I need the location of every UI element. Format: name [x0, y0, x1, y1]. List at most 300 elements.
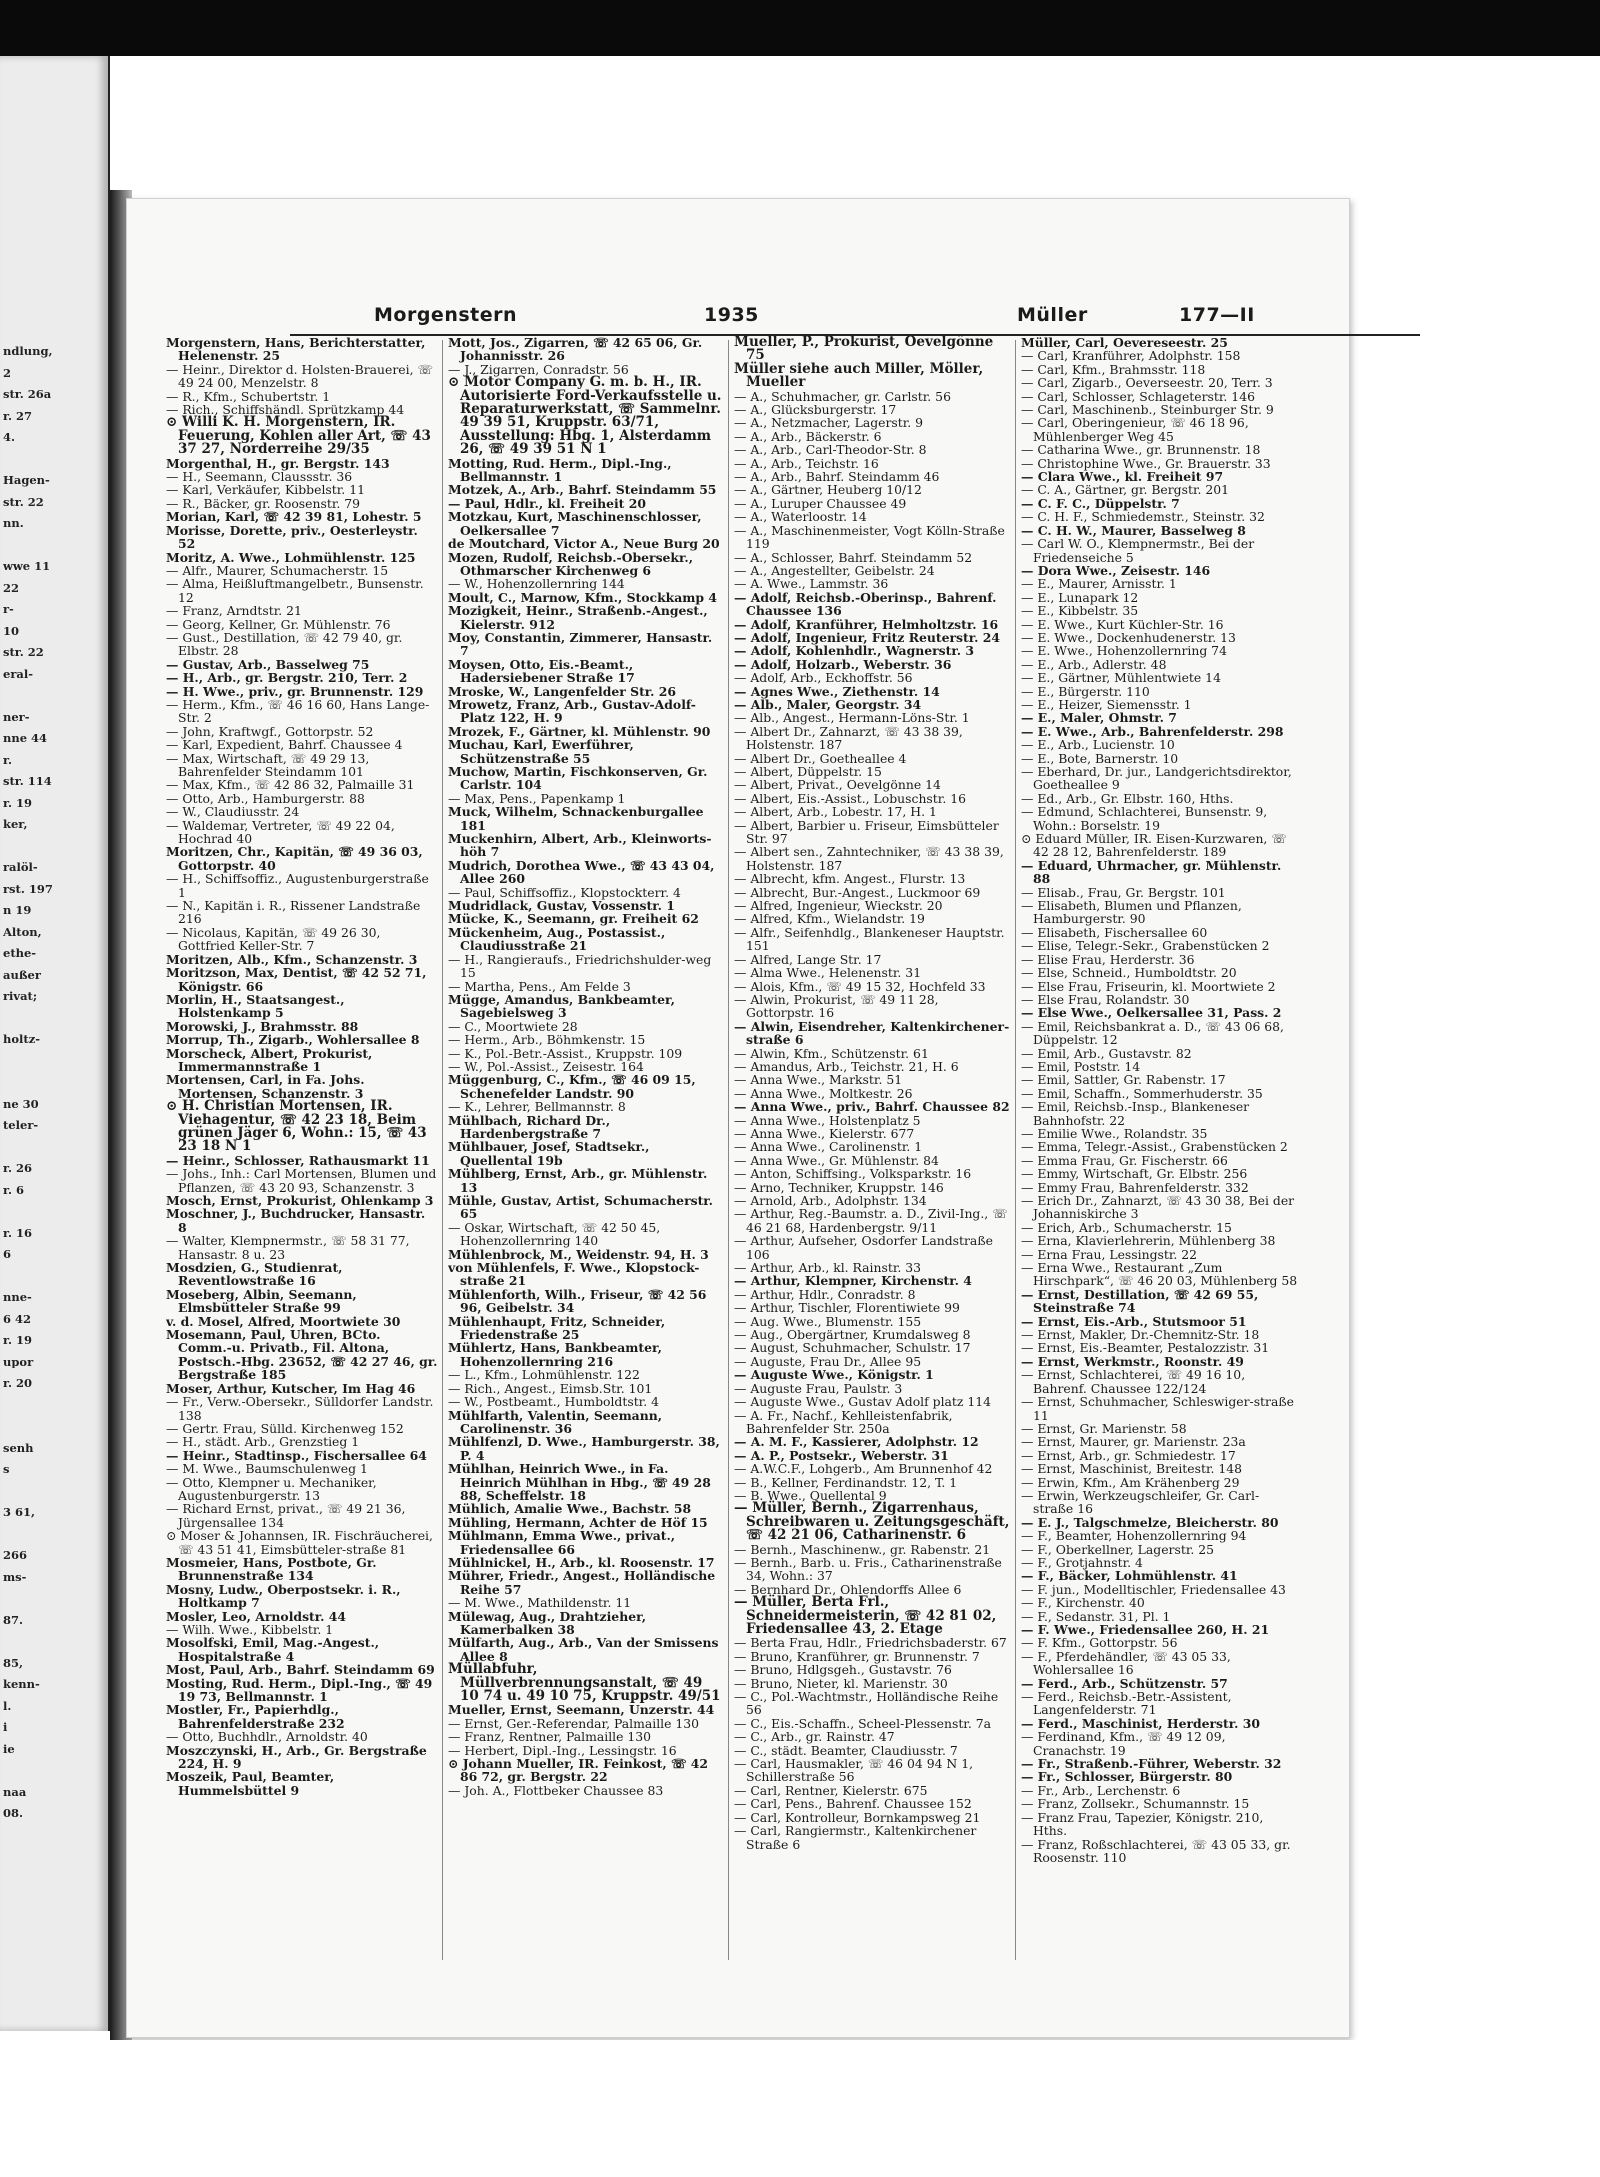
directory-entry: — Adolf, Holzarb., Weberstr. 36 [734, 656, 952, 672]
directory-entry: — C., Arb., gr. Rainstr. 47 [734, 1729, 895, 1745]
directory-entry: — E. Wwe., Kurt Küchler-Str. 16 [1021, 616, 1224, 632]
left-page-text-fragment: teler- [3, 1120, 39, 1132]
directory-entry: — Ferd., Reichsb.-Betr.-Assistent, Langenfelderstr. 71 [1021, 1689, 1232, 1718]
directory-entry: — M. Wwe., Mathildenstr. 11 [448, 1595, 632, 1611]
directory-entry: — Karl, Verkäufer, Kibbelstr. 11 [166, 482, 365, 498]
directory-entry: — F., Grotjahnstr. 4 [1021, 1554, 1143, 1570]
directory-entry: — Erwin, Kfm., Am Krähenberg 29 [1021, 1474, 1240, 1490]
directory-entry: — Herm., Arb., Böhmkenstr. 15 [448, 1032, 646, 1048]
directory-entry: Mudrich, Dorothea Wwe., ☏ 43 43 04, Allee 260 [448, 857, 715, 887]
directory-entry: — Eberhard, Dr. jur., Landgerichtsdirektor, Goetheallee 9 [1021, 764, 1292, 793]
directory-entry: — F., Beamter, Hohenzollernring 94 [1021, 1528, 1247, 1544]
directory-entry: — H., Schiffsoffiz., Augustenburgerstraße 1 [166, 871, 429, 900]
directory-entry: — Emma, Telegr.-Assist., Grabenstücken 2 [1021, 1139, 1288, 1155]
directory-entry: Mueller, P., Prokurist, Oevelgönne 75 [734, 336, 994, 364]
directory-entry: — Auguste Wwe., Gustav Adolf platz 114 [734, 1394, 992, 1410]
directory-entry: — Heinr., Stadtinsp., Fischersallee 64 [166, 1447, 427, 1463]
directory-entry: ⊙ Johann Mueller, IR. Feinkost, ☏ 42 86 72, gr. Bergstr. 22 [448, 1756, 709, 1785]
scan-bottom-margin [0, 2040, 1600, 2177]
directory-entry: — Ferd., Arb., Schützenstr. 57 [1021, 1675, 1228, 1691]
directory-entry: — J., Zigarren, Conradstr. 56 [448, 361, 629, 377]
directory-entry: — Auguste Wwe., Königstr. 1 [734, 1367, 934, 1383]
directory-entry: — Emilie Wwe., Rolandstr. 35 [1021, 1125, 1208, 1141]
directory-entry: Morowski, J., Brahmsstr. 88 [166, 1018, 359, 1034]
left-page-text-fragment: eral- [3, 668, 33, 680]
directory-entry: — Catharina Wwe., gr. Brunnenstr. 18 [1021, 442, 1261, 458]
directory-entry: — John, Kraftwgf., Gottorpstr. 52 [166, 723, 374, 739]
directory-entry: Moszczynski, H., Arb., Gr. Bergstraße 224, H. 9 [166, 1742, 427, 1772]
directory-entry: — Ferdinand, Kfm., ☏ 49 12 09, Cranachstr. 19 [1021, 1729, 1226, 1758]
directory-entry: — Richard Ernst, privat., ☏ 49 21 36, Jürgensallee 134 [166, 1501, 406, 1530]
left-page-text-fragment: 266 [3, 1550, 28, 1562]
directory-entry: Mueller, Ernst, Seemann, Unzerstr. 44 [448, 1702, 715, 1718]
directory-entry: — Anna Wwe., Holstenplatz 5 [734, 1112, 921, 1128]
directory-entry: — H. Wwe., priv., gr. Brunnenstr. 129 [166, 683, 424, 699]
directory-entry: — E., Arb., Adlerstr. 48 [1021, 656, 1167, 672]
directory-entry: Mott, Jos., Zigarren, ☏ 42 65 06, Gr. Johannisstr. 26 [448, 336, 703, 364]
directory-entry: — Carl, Hausmakler, ☏ 46 04 94 N 1, Schillerstraße 56 [734, 1756, 974, 1785]
directory-entry: — Else, Schneid., Humboldtstr. 20 [1021, 965, 1237, 981]
left-page-text-fragment: senh [3, 1442, 34, 1454]
directory-entry: — R., Bäcker, gr. Roosenstr. 79 [166, 495, 361, 511]
directory-entry: — E., Bürgerstr. 110 [1021, 683, 1150, 699]
directory-entry: — Else Frau, Friseurin, kl. Moortwiete 2 [1021, 978, 1276, 994]
directory-entry: — Franz, Arndtstr. 21 [166, 603, 302, 619]
directory-entry: — Joh. A., Flottbeker Chaussee 83 [448, 1782, 664, 1798]
directory-entry: Mosemann, Paul, Uhren, BCto. Comm.-u. Privatb., Fil. Altona, Postsch.-Hbg. 23652, ☏ 42 27 46, gr. Bergstraße 185 [166, 1327, 438, 1383]
directory-entry: Mühlfenzl, D. Wwe., Hamburgerstr. 38, P. 4 [448, 1434, 720, 1463]
directory-entry: — Arthur, Aufseher, Osdorfer Landstraße 106 [734, 1233, 993, 1262]
directory-entry: — E., Maurer, Arnisstr. 1 [1021, 576, 1177, 592]
directory-entry: ⊙ H. Christian Mortensen, IR. Viehagentur, ☏ 42 23 18, Beim grünen Jäger 6, Wohn.: 15, ☏ 43 23 18 N 1 [166, 1098, 427, 1155]
directory-entry: — H., städt. Arb., Grenzstieg 1 [166, 1434, 360, 1450]
directory-entry: — F., Kirchenstr. 40 [1021, 1595, 1145, 1611]
directory-entry: — Adolf, Reichsb.-Oberinsp., Bahrenf. Chaussee 136 [734, 589, 997, 619]
directory-entry: — Albert Dr., Goetheallee 4 [734, 750, 907, 766]
directory-entry: — Franz Frau, Tapezier, Königstr. 210, Hths. [1021, 1809, 1264, 1839]
directory-entry: Mosler, Leo, Arnoldstr. 44 [166, 1608, 347, 1624]
directory-entry: Müller siehe auch Miller, Möller, Mueller [734, 360, 984, 391]
directory-entry: — F., Pferdehändler, ☏ 43 05 33, Wohlersallee 16 [1021, 1648, 1231, 1678]
directory-entry: — Carl, Rangiermstr., Kaltenkirchener Straße 6 [734, 1823, 977, 1852]
directory-entry: — Fr., Straßenb.-Führer, Weberstr. 32 [1021, 1756, 1282, 1772]
left-page-text-fragment: Hagen- [3, 475, 50, 487]
directory-entry: — Albrecht, Bur.-Angest., Luckmoor 69 [734, 884, 981, 900]
directory-entry: ⊙ Moser & Johannsen, IR. Fischräucherei, ☏ 43 51 41, Eimsbütteler-straße 81 [166, 1528, 433, 1557]
directory-entry: Mühlenbrock, M., Weidenstr. 94, H. 3 [448, 1246, 709, 1262]
directory-entry: — Heinr., Direktor d. Holsten-Brauerei, ☏ 49 24 00, Menzelstr. 8 [166, 361, 433, 391]
directory-entry: — Alfr., Seifenhdlg., Blankeneser Hauptstr. 151 [734, 924, 1005, 954]
directory-entry: — Müller, Berta Frl., Schneidermeisterin, ☏ 42 81 02, Friedensallee 43, 2. Etage [734, 1594, 997, 1637]
directory-entry: — Carl, Kontrolleur, Bornkampsweg 21 [734, 1809, 981, 1825]
directory-entry: Motzkau, Kurt, Maschinenschlosser, Oelkersallee 7 [448, 509, 702, 538]
directory-entry: Motzek, A., Arb., Bahrf. Steindamm 55 [448, 482, 717, 498]
left-page-text-fragment: kenn- [3, 1679, 40, 1691]
directory-entry: — F. Kfm., Gottorpstr. 56 [1021, 1635, 1178, 1651]
directory-entry: — Alfred, Kfm., Wielandstr. 19 [734, 911, 925, 927]
directory-entry: — Ernst, Werkmstr., Roonstr. 49 [1021, 1353, 1244, 1369]
directory-entry: Morisse, Dorette, priv., Oesterleystr. 52 [166, 522, 418, 552]
directory-entry: — Erna Wwe., Restaurant „Zum Hirschpark“, ☏ 46 20 03, Mühlenberg 58 [1021, 1260, 1298, 1289]
directory-entry: — C., Eis.-Schaffn., Scheel-Plessenstr. 7a [734, 1715, 992, 1731]
directory-entry: — A., Arb., Bahrf. Steindamm 46 [734, 469, 940, 485]
left-page-text-fragment: 4. [3, 432, 16, 444]
directory-entry: — Alfr., Maurer, Schumacherstr. 15 [166, 562, 389, 578]
left-page-text-fragment: 3 61, [3, 1507, 36, 1519]
directory-entry: — C. F. C., Düppelstr. 7 [1021, 495, 1180, 511]
directory-entry: — Max, Wirtschaft, ☏ 49 29 13, Bahrenfelder Steindamm 101 [166, 750, 370, 779]
directory-entry: — Auguste Frau, Paulstr. 3 [734, 1380, 903, 1396]
directory-entry: — Ferd., Maschinist, Herderstr. 30 [1021, 1715, 1261, 1731]
directory-entry: Morlin, H., Staatsangest., Holstenkamp 5 [166, 991, 345, 1021]
directory-entry: — Alwin, Eisendreher, Kaltenkirchener-straße 6 [734, 1018, 1010, 1048]
left-page-text-fragment: 85, [3, 1657, 24, 1669]
directory-entry: — Erich Dr., Zahnarzt, ☏ 43 30 38, Bei der Johanniskirche 3 [1021, 1193, 1295, 1222]
directory-entry: — Franz, Roßschlachterei, ☏ 43 05 33, gr. Roosenstr. 110 [1021, 1836, 1291, 1865]
directory-entry: Muckenhirn, Albert, Arb., Kleinworts-höh 7 [448, 831, 712, 860]
directory-entry: — E. J., Talgschmelze, Bleicherstr. 80 [1021, 1514, 1279, 1530]
directory-entry: Morscheck, Albert, Prokurist, Immermannstraße 1 [166, 1045, 373, 1074]
directory-entry: — Berta Frau, Hdlr., Friedrichsbaderstr. 67 [734, 1635, 1007, 1651]
column-separator [442, 340, 443, 1960]
directory-entry: Mühlmann, Emma Wwe., privat., Friedensallee 66 [448, 1528, 676, 1557]
directory-entry: — Carl, Oberingenieur, ☏ 46 18 96, Mühlenberger Weg 45 [1021, 415, 1249, 444]
directory-entry: — Ed., Arb., Gr. Elbstr. 160, Hths. [1021, 790, 1234, 806]
directory-column-3 [734, 336, 1010, 2036]
directory-entry: Moritzen, Chr., Kapitän, ☏ 49 36 03, Gottorpstr. 40 [166, 844, 423, 873]
directory-entry: — Elisab., Frau, Gr. Bergstr. 101 [1021, 884, 1226, 900]
directory-entry: — Else Frau, Rolandstr. 30 [1021, 991, 1190, 1007]
directory-entry: — Albert, Barbier u. Friseur, Eimsbütteler Str. 97 [734, 817, 999, 847]
directory-entry: — Anton, Schiffsing., Volksparkstr. 16 [734, 1166, 972, 1182]
directory-entry: — Elise, Telegr.-Sekr., Grabenstücken 2 [1021, 938, 1270, 954]
directory-entry: — H., Seemann, Claussstr. 36 [166, 469, 353, 485]
directory-entry: — Ernst, Eis.-Beamter, Pestalozzistr. 31 [1021, 1340, 1270, 1356]
directory-entry: — Ernst, Schlachterei, ☏ 49 16 10, Bahrenf. Chaussee 122/124 [1021, 1367, 1246, 1396]
directory-entry: — F. Wwe., Friedensallee 260, H. 21 [1021, 1622, 1270, 1637]
directory-entry: — W., Postbeamt., Humboldtstr. 4 [448, 1394, 660, 1410]
directory-entry: — A., Arb., Teichstr. 16 [734, 455, 879, 471]
directory-entry: — Erich, Arb., Schumacherstr. 15 [1021, 1219, 1232, 1235]
directory-entry: — Carl, Kranführer, Adolphstr. 158 [1021, 348, 1241, 364]
directory-entry: Mühlhan, Heinrich Wwe., in Fa. Heinrich Mühlhan in Hbg., ☏ 49 28 88, Scheffelstr. 18 [448, 1461, 711, 1503]
directory-entry: Müller, Carl, Oevereseestr. 25 [1021, 336, 1228, 350]
directory-entry: — Alwin, Kfm., Schützenstr. 61 [734, 1045, 929, 1061]
directory-entry: Mülewag, Aug., Drahtzieher, Kamerbalken 38 [448, 1608, 647, 1637]
directory-entry: — Carl, Schlosser, Schlageterstr. 146 [1021, 388, 1255, 404]
directory-entry: — Rich., Angest., Eimsb.Str. 101 [448, 1380, 653, 1396]
left-page-text-fragment: upor [3, 1356, 34, 1368]
directory-entry: — Herbert, Dipl.-Ing., Lessingstr. 16 [448, 1742, 677, 1758]
directory-entry: Mückenheim, Aug., Postassist., Claudiusstraße 21 [448, 924, 666, 954]
directory-entry: — K., Lehrer, Bellmannstr. 8 [448, 1099, 626, 1115]
directory-entry: — Heinr., Schlosser, Rathausmarkt 11 [166, 1152, 430, 1168]
directory-entry: ⊙ Willi K. H. Morgenstern, IR. Feuerung, Kohlen aller Art, ☏ 43 37 27, Norderreihe 29/35 [166, 414, 431, 458]
directory-entry: Moult, C., Marnow, Kfm., Stockkamp 4 [448, 589, 717, 605]
left-page-text-fragment: str. 114 [3, 776, 52, 788]
directory-entry: — Elisabeth, Blumen und Pflanzen, Hamburgerstr. 90 [1021, 898, 1242, 927]
directory-entry: — Eduard, Uhrmacher, gr. Mühlenstr. 88 [1021, 857, 1282, 887]
directory-entry: — E. Wwe., Hohenzollernring 74 [1021, 643, 1227, 659]
left-page-text-fragment: ker, [3, 819, 28, 831]
directory-entry: Mroske, W., Langenfelder Str. 26 [448, 683, 677, 699]
left-page-text-fragment: wwe 11 [3, 561, 51, 573]
directory-entry: — Emma Frau, Gr. Fischerstr. 66 [1021, 1152, 1228, 1168]
directory-entry: — Alb., Maler, Georgstr. 34 [734, 696, 922, 712]
directory-entry: — Ernst, Gr. Marienstr. 58 [1021, 1420, 1187, 1436]
directory-entry: ⊙ Motor Company G. m. b. H., IR. Autorisierte Ford-Verkaufsstelle u. Reparaturwerkstatt, ☏ Sammelnr. 49 39 51, Kruppstr. 63/71, Ausstellung: Hbg. 1, Alsterdamm 26, ☏ 49 39 51 N 1 [448, 374, 722, 458]
directory-entry: — F. jun., Modelltischler, Friedensallee 43 [1021, 1581, 1286, 1597]
directory-entry: — A., Schlosser, Bahrf. Steindamm 52 [734, 549, 973, 565]
directory-entry: Moseberg, Albin, Seemann, Elmsbütteler Straße 99 [166, 1286, 357, 1316]
directory-entry: — N., Kapitän i. R., Rissener Landstraße 216 [166, 898, 421, 927]
left-page-text-fragment: r. 26 [3, 1163, 33, 1175]
directory-entry: — A. M. F., Kassierer, Adolphstr. 12 [734, 1434, 979, 1450]
directory-entry: — Adolf, Kohlenhdlr., Wagnerstr. 3 [734, 643, 975, 659]
directory-entry: — A., Arb., Bäckerstr. 6 [734, 428, 882, 444]
directory-entry: Mühling, Hermann, Achter de Höf 15 [448, 1514, 708, 1530]
directory-entry: — Alb., Angest., Hermann-Löns-Str. 1 [734, 710, 970, 726]
directory-entry: — Alwin, Prokurist, ☏ 49 11 28, Gottorpstr. 16 [734, 991, 939, 1021]
left-page-text-fragment: Alton, [3, 926, 42, 938]
directory-entry: — Anna Wwe., priv., Bahrf. Chaussee 82 [734, 1099, 1010, 1115]
directory-entry: — A. P., Postsekr., Weberstr. 31 [734, 1447, 949, 1463]
left-page-text-fragment: r. 19 [3, 1335, 33, 1347]
directory-entry: — F., Oberkellner, Lagerstr. 25 [1021, 1541, 1215, 1557]
directory-entry: — E., Bote, Barnerstr. 10 [1021, 750, 1179, 766]
directory-entry: — W., Hohenzollernring 144 [448, 576, 625, 592]
directory-entry: Morgenstern, Hans, Berichterstatter, Helenenstr. 25 [166, 336, 426, 364]
directory-entry: — Bernhard Dr., Ohlendorffs Allee 6 [734, 1581, 962, 1597]
directory-entry: — Else Wwe., Oelkersallee 31, Pass. 2 [1021, 1005, 1282, 1021]
directory-entry: — Carl, Rentner, Kielerstr. 675 [734, 1782, 928, 1798]
directory-entry: — Karl, Expedient, Bahrf. Chaussee 4 [166, 737, 403, 753]
directory-entry: — Arno, Techniker, Kruppstr. 146 [734, 1179, 944, 1195]
directory-entry: — E., Lunapark 12 [1021, 589, 1139, 605]
directory-entry: Moser, Arthur, Kutscher, Im Hag 46 [166, 1380, 416, 1396]
directory-entry: — Albert, Privat., Oevelgönne 14 [734, 777, 941, 793]
directory-entry: — C. H. W., Maurer, Basselweg 8 [1021, 522, 1246, 538]
left-page-text-fragment: nne- [3, 1292, 32, 1304]
directory-entry: — E., Arb., Lucienstr. 10 [1021, 737, 1175, 753]
left-page-text-fragment: r. 27 [3, 410, 33, 422]
column-separator [728, 340, 729, 1960]
directory-entry: — A., Netzmacher, Lagerstr. 9 [734, 415, 924, 431]
directory-entry: — Emil, Reichsb.-Insp., Blankeneser Bahnhofstr. 22 [1021, 1099, 1250, 1128]
directory-entry: Moysen, Otto, Eis.-Beamt., Hadersiebener Straße 17 [448, 656, 635, 686]
directory-entry: — Fr., Verw.-Obersekr., Sülldorfer Landstr. 138 [166, 1394, 434, 1423]
directory-entry: Mühle, Gustav, Artist, Schumacherstr. 65 [448, 1193, 713, 1222]
directory-entry: — C. H. F., Schmiedemstr., Steinstr. 32 [1021, 509, 1265, 525]
directory-entry: — Alfred, Ingenieur, Wieckstr. 20 [734, 898, 943, 914]
directory-entry: — Ernst, Maschinist, Breitestr. 148 [1021, 1461, 1243, 1477]
directory-entry: Moy, Constantin, Zimmerer, Hansastr. 7 [448, 629, 713, 659]
directory-entry: — Emil, Arb., Gustavstr. 82 [1021, 1045, 1192, 1061]
directory-entry: Most, Paul, Arb., Bahrf. Steindamm 69 [166, 1662, 435, 1678]
directory-entry: — Bruno, Hdlgsgeh., Gustavstr. 76 [734, 1662, 952, 1678]
directory-entry: — Christophine Wwe., Gr. Brauerstr. 33 [1021, 455, 1271, 471]
directory-entry: — Albert, Arb., Lobestr. 17, H. 1 [734, 804, 937, 820]
directory-entry: — Max, Pens., Papenkamp 1 [448, 790, 626, 806]
left-page-text-fragment: ms- [3, 1571, 27, 1583]
directory-entry: — Ernst, Makler, Dr.-Chemnitz-Str. 18 [1021, 1327, 1260, 1343]
left-page-text-fragment: 87. [3, 1614, 24, 1626]
directory-entry: — Emil, Poststr. 14 [1021, 1058, 1141, 1074]
left-page-text-fragment: str. 22 [3, 496, 44, 508]
directory-entry: — Emil, Schaffn., Sommerhuderstr. 35 [1021, 1085, 1263, 1101]
directory-entry: — Albert, Düppelstr. 15 [734, 764, 882, 779]
directory-entry: Motting, Rud. Herm., Dipl.-Ing., Bellmannstr. 1 [448, 455, 672, 485]
directory-entry: — Franz, Rentner, Palmaille 130 [448, 1729, 652, 1745]
directory-entry: Morrup, Th., Zigarb., Wohlersallee 8 [166, 1032, 420, 1048]
directory-entry: — Ernst, Eis.-Arb., Stutsmoor 51 [1021, 1313, 1247, 1329]
directory-entry: — Otto, Buchhdlr., Arnoldstr. 40 [166, 1729, 368, 1745]
directory-entry: von Mühlenfels, F. Wwe., Klopstock-straße 21 [448, 1260, 700, 1289]
directory-entry: — Alma, Heißluftmangelbetr., Bunsenstr. 12 [166, 576, 424, 605]
directory-entry: Muchow, Martin, Fischkonserven, Gr. Carlstr. 104 [448, 764, 708, 793]
header-page-number: 177—II [1179, 304, 1255, 326]
directory-entry: — C., Pol.-Wachtmstr., Holländische Reihe 56 [734, 1689, 999, 1718]
directory-entry: — Emmy, Wirtschaft, Gr. Elbstr. 256 [1021, 1166, 1248, 1182]
directory-entry: Mozigkeit, Heinr., Straßenb.-Angest., Kielerstr. 912 [448, 603, 708, 632]
left-page-text-fragment: ner- [3, 711, 30, 723]
directory-entry: — A., Schuhmacher, gr. Carlstr. 56 [734, 388, 951, 404]
directory-entry: — Gustav, Arb., Basselweg 75 [166, 656, 370, 672]
directory-entry: Mücke, K., Seemann, gr. Freiheit 62 [448, 911, 699, 927]
directory-entry: Mosdzien, G., Studienrat, Reventlowstraße 16 [166, 1260, 343, 1289]
left-page-text-fragment: ethe- [3, 948, 37, 960]
directory-entry: — E., Maler, Ohmstr. 7 [1021, 710, 1177, 726]
directory-entry: — A., Maschinenmeister, Vogt Kölln-Straße 119 [734, 522, 1005, 552]
left-page-text-fragment: ie [3, 1743, 15, 1755]
directory-entry: — F., Sedanstr. 31, Pl. 1 [1021, 1608, 1171, 1624]
directory-entry: Mühlbach, Richard Dr., Hardenbergstraße 7 [448, 1112, 611, 1141]
left-page-text-fragment: n 19 [3, 905, 32, 917]
directory-entry: — Bernh., Maschinenw., gr. Rabenstr. 21 [734, 1541, 991, 1557]
directory-entry: Muchau, Karl, Ewerführer, Schützenstraße 55 [448, 737, 634, 766]
directory-entry: — W., Claudiusstr. 24 [166, 804, 300, 820]
directory-entry: Mührer, Friedr., Angest., Holländische Reihe 57 [448, 1568, 716, 1597]
directory-entry: — Elise Frau, Herderstr. 36 [1021, 951, 1195, 967]
directory-entry: Mühlertz, Hans, Bankbeamter, Hohenzollernring 216 [448, 1340, 662, 1369]
directory-entry: — Martha, Pens., Am Felde 3 [448, 978, 631, 994]
directory-entry: — Georg, Kellner, Gr. Mühlenstr. 76 [166, 616, 391, 632]
directory-entry: — K., Pol.-Betr.-Assist., Kruppstr. 109 [448, 1045, 683, 1061]
directory-entry: — C. A., Gärtner, gr. Bergstr. 201 [1021, 482, 1230, 498]
directory-entry: Morgenthal, H., gr. Bergstr. 143 [166, 455, 390, 471]
directory-entry: — Ernst, Destillation, ☏ 42 69 55, Steinstraße 74 [1021, 1286, 1259, 1316]
directory-entry: — Walter, Klempnermstr., ☏ 58 31 77, Hansastr. 8 u. 23 [166, 1233, 410, 1262]
directory-entry: Morian, Karl, ☏ 42 39 81, Lohestr. 5 [166, 509, 422, 525]
directory-entry: — Rich., Schiffshändl. Sprützkamp 44 [166, 402, 405, 418]
directory-entry: Mühlich, Amalie Wwe., Bachstr. 58 [448, 1501, 692, 1517]
directory-entry: — A., Luruper Chaussee 49 [734, 495, 907, 511]
directory-entry: Mosolfski, Emil, Mag.-Angest., Hospitalstraße 4 [166, 1635, 380, 1664]
directory-entry: Müggenburg, C., Kfm., ☏ 46 09 15, Schenefelder Landstr. 90 [448, 1072, 696, 1101]
left-page-text-fragment: l. [3, 1700, 12, 1712]
directory-entry: — Fr., Schlosser, Bürgerstr. 80 [1021, 1769, 1233, 1785]
left-page-text-fragment: str. 26a [3, 389, 52, 401]
directory-entry: — Ernst, Schuhmacher, Schleswiger-straße 11 [1021, 1394, 1294, 1423]
directory-entry: — R., Kfm., Schubertstr. 1 [166, 388, 331, 404]
directory-entry: Mrowetz, Franz, Arb., Gustav-Adolf-Platz 122, H. 9 [448, 696, 696, 726]
directory-entry: — Clara Wwe., kl. Freiheit 97 [1021, 469, 1224, 485]
directory-entry: — Albert sen., Zahntechniker, ☏ 43 38 39, Holstenstr. 187 [734, 844, 1004, 873]
directory-entry: — Erwin, Werkzeugschleifer, Gr. Carl-straße 16 [1021, 1487, 1260, 1517]
directory-entry: — Ernst, Arb., gr. Schmiedestr. 17 [1021, 1447, 1236, 1463]
left-page-text-fragment: rst. 197 [3, 883, 53, 895]
directory-entry: Moritzson, Max, Dentist, ☏ 42 52 71, Königstr. 66 [166, 965, 427, 994]
directory-entry: — Emil, Sattler, Gr. Rabenstr. 17 [1021, 1072, 1226, 1088]
directory-column-1 [166, 336, 438, 2036]
directory-entry: — August, Schuhmacher, Schulstr. 17 [734, 1340, 971, 1356]
directory-entry: — Carl, Maschinenb., Steinburger Str. 9 [1021, 402, 1274, 418]
directory-entry: — Carl, Kfm., Brahmsstr. 118 [1021, 361, 1206, 377]
directory-entry: — Gust., Destillation, ☏ 42 79 40, gr. Elbstr. 28 [166, 629, 403, 659]
directory-entry: v. d. Mosel, Alfred, Moortwiete 30 [166, 1313, 401, 1329]
directory-entry: — Carl, Zigarb., Oeverseestr. 20, Terr. 3 [1021, 375, 1273, 391]
left-page-text-fragment: ne 30 [3, 1098, 39, 1110]
directory-entry: — Adolf, Ingenieur, Fritz Reuterstr. 24 [734, 629, 1001, 645]
left-page-text-fragment: außer [3, 969, 41, 981]
left-page-text-fragment: r. 6 [3, 1184, 25, 1196]
left-page-text-fragment: 6 [3, 1249, 12, 1261]
directory-entry: — Carl, Pens., Bahrenf. Chaussee 152 [734, 1796, 972, 1812]
directory-entry: — A., Glücksburgerstr. 17 [734, 402, 897, 418]
directory-entry: Mügge, Amandus, Bankbeamter, Sagebielsweg 3 [448, 991, 675, 1021]
directory-entry: — C., Moortwiete 28 [448, 1018, 578, 1034]
left-page-text-fragment: 10 [3, 625, 20, 637]
directory-entry: — Alfred, Lange Str. 17 [734, 951, 882, 967]
directory-entry: — A. Fr., Nachf., Kehlleistenfabrik, Bahrenfelder Str. 250a [734, 1407, 953, 1436]
directory-entry: — Max, Kfm., ☏ 42 86 32, Palmaille 31 [166, 777, 415, 793]
left-page-text-fragment: 08. [3, 1808, 24, 1820]
directory-entry: — A., Angestellter, Geibelstr. 24 [734, 562, 935, 578]
directory-entry: Mosmeier, Hans, Postbote, Gr. Brunnenstraße 134 [166, 1554, 377, 1584]
left-page-text-fragment: nn. [3, 518, 24, 530]
directory-entry: — A.W.C.F., Lohgerb., Am Brunnenhof 42 [734, 1461, 993, 1477]
left-page-text-fragment: r. [3, 754, 13, 766]
directory-column-4 [1021, 336, 1299, 2036]
directory-entry: — Dora Wwe., Zeisestr. 146 [1021, 562, 1211, 578]
directory-entry: — Anna Wwe., Carolinenstr. 1 [734, 1139, 923, 1155]
directory-entry: — A. Wwe., Lammstr. 36 [734, 576, 889, 592]
directory-entry: Mühlnickel, H., Arb., kl. Roosenstr. 17 [448, 1554, 715, 1570]
directory-entry: — C., städt. Beamter, Claudiusstr. 7 [734, 1742, 958, 1758]
directory-entry: — Fr., Arb., Lerchenstr. 6 [1021, 1782, 1181, 1798]
left-page-text-fragment: r. 16 [3, 1227, 33, 1239]
directory-entry: — Arthur, Tischler, Florentiwiete 99 [734, 1300, 960, 1316]
directory-entry: — Albert, Eis.-Assist., Lobuschstr. 16 [734, 790, 966, 806]
directory-entry: — B., Kellner, Ferdinandstr. 12, T. 1 [734, 1474, 958, 1490]
directory-entry: — Albrecht, kfm. Angest., Flurstr. 13 [734, 871, 966, 887]
directory-entry: Mosny, Ludw., Oberpostsekr. i. R., Holtkamp 7 [166, 1581, 401, 1611]
left-page-text-fragment: r. 20 [3, 1378, 33, 1390]
directory-entry: — B. Wwe., Quellental 9 [734, 1487, 887, 1503]
directory-entry: — Anna Wwe., Gr. Mühlenstr. 84 [734, 1152, 939, 1168]
directory-entry: Mühlenforth, Wilh., Friseur, ☏ 42 56 96, Geibelstr. 34 [448, 1286, 707, 1316]
directory-entry: — Alma Wwe., Helenenstr. 31 [734, 965, 922, 981]
directory-entry: Mortensen, Carl, in Fa. Johs. Mortensen, Schanzenstr. 3 [166, 1072, 365, 1101]
directory-entry: — Agnes Wwe., Ziethenstr. 14 [734, 683, 940, 699]
directory-entry: — Gertr. Frau, Sülld. Kirchenweg 152 [166, 1420, 404, 1436]
directory-entry: — Emil, Reichsbankrat a. D., ☏ 43 06 68, Düppelstr. 12 [1021, 1018, 1284, 1048]
directory-entry: — Aug. Wwe., Blumenstr. 155 [734, 1313, 922, 1329]
directory-entry: — Amandus, Arb., Teichstr. 21, H. 6 [734, 1058, 959, 1074]
directory-entry: — Otto, Arb., Hamburgerstr. 88 [166, 790, 365, 806]
directory-entry: — Arthur, Hdlr., Conradstr. 8 [734, 1286, 916, 1302]
directory-entry: — Paul, Hdlr., kl. Freiheit 20 [448, 495, 646, 511]
